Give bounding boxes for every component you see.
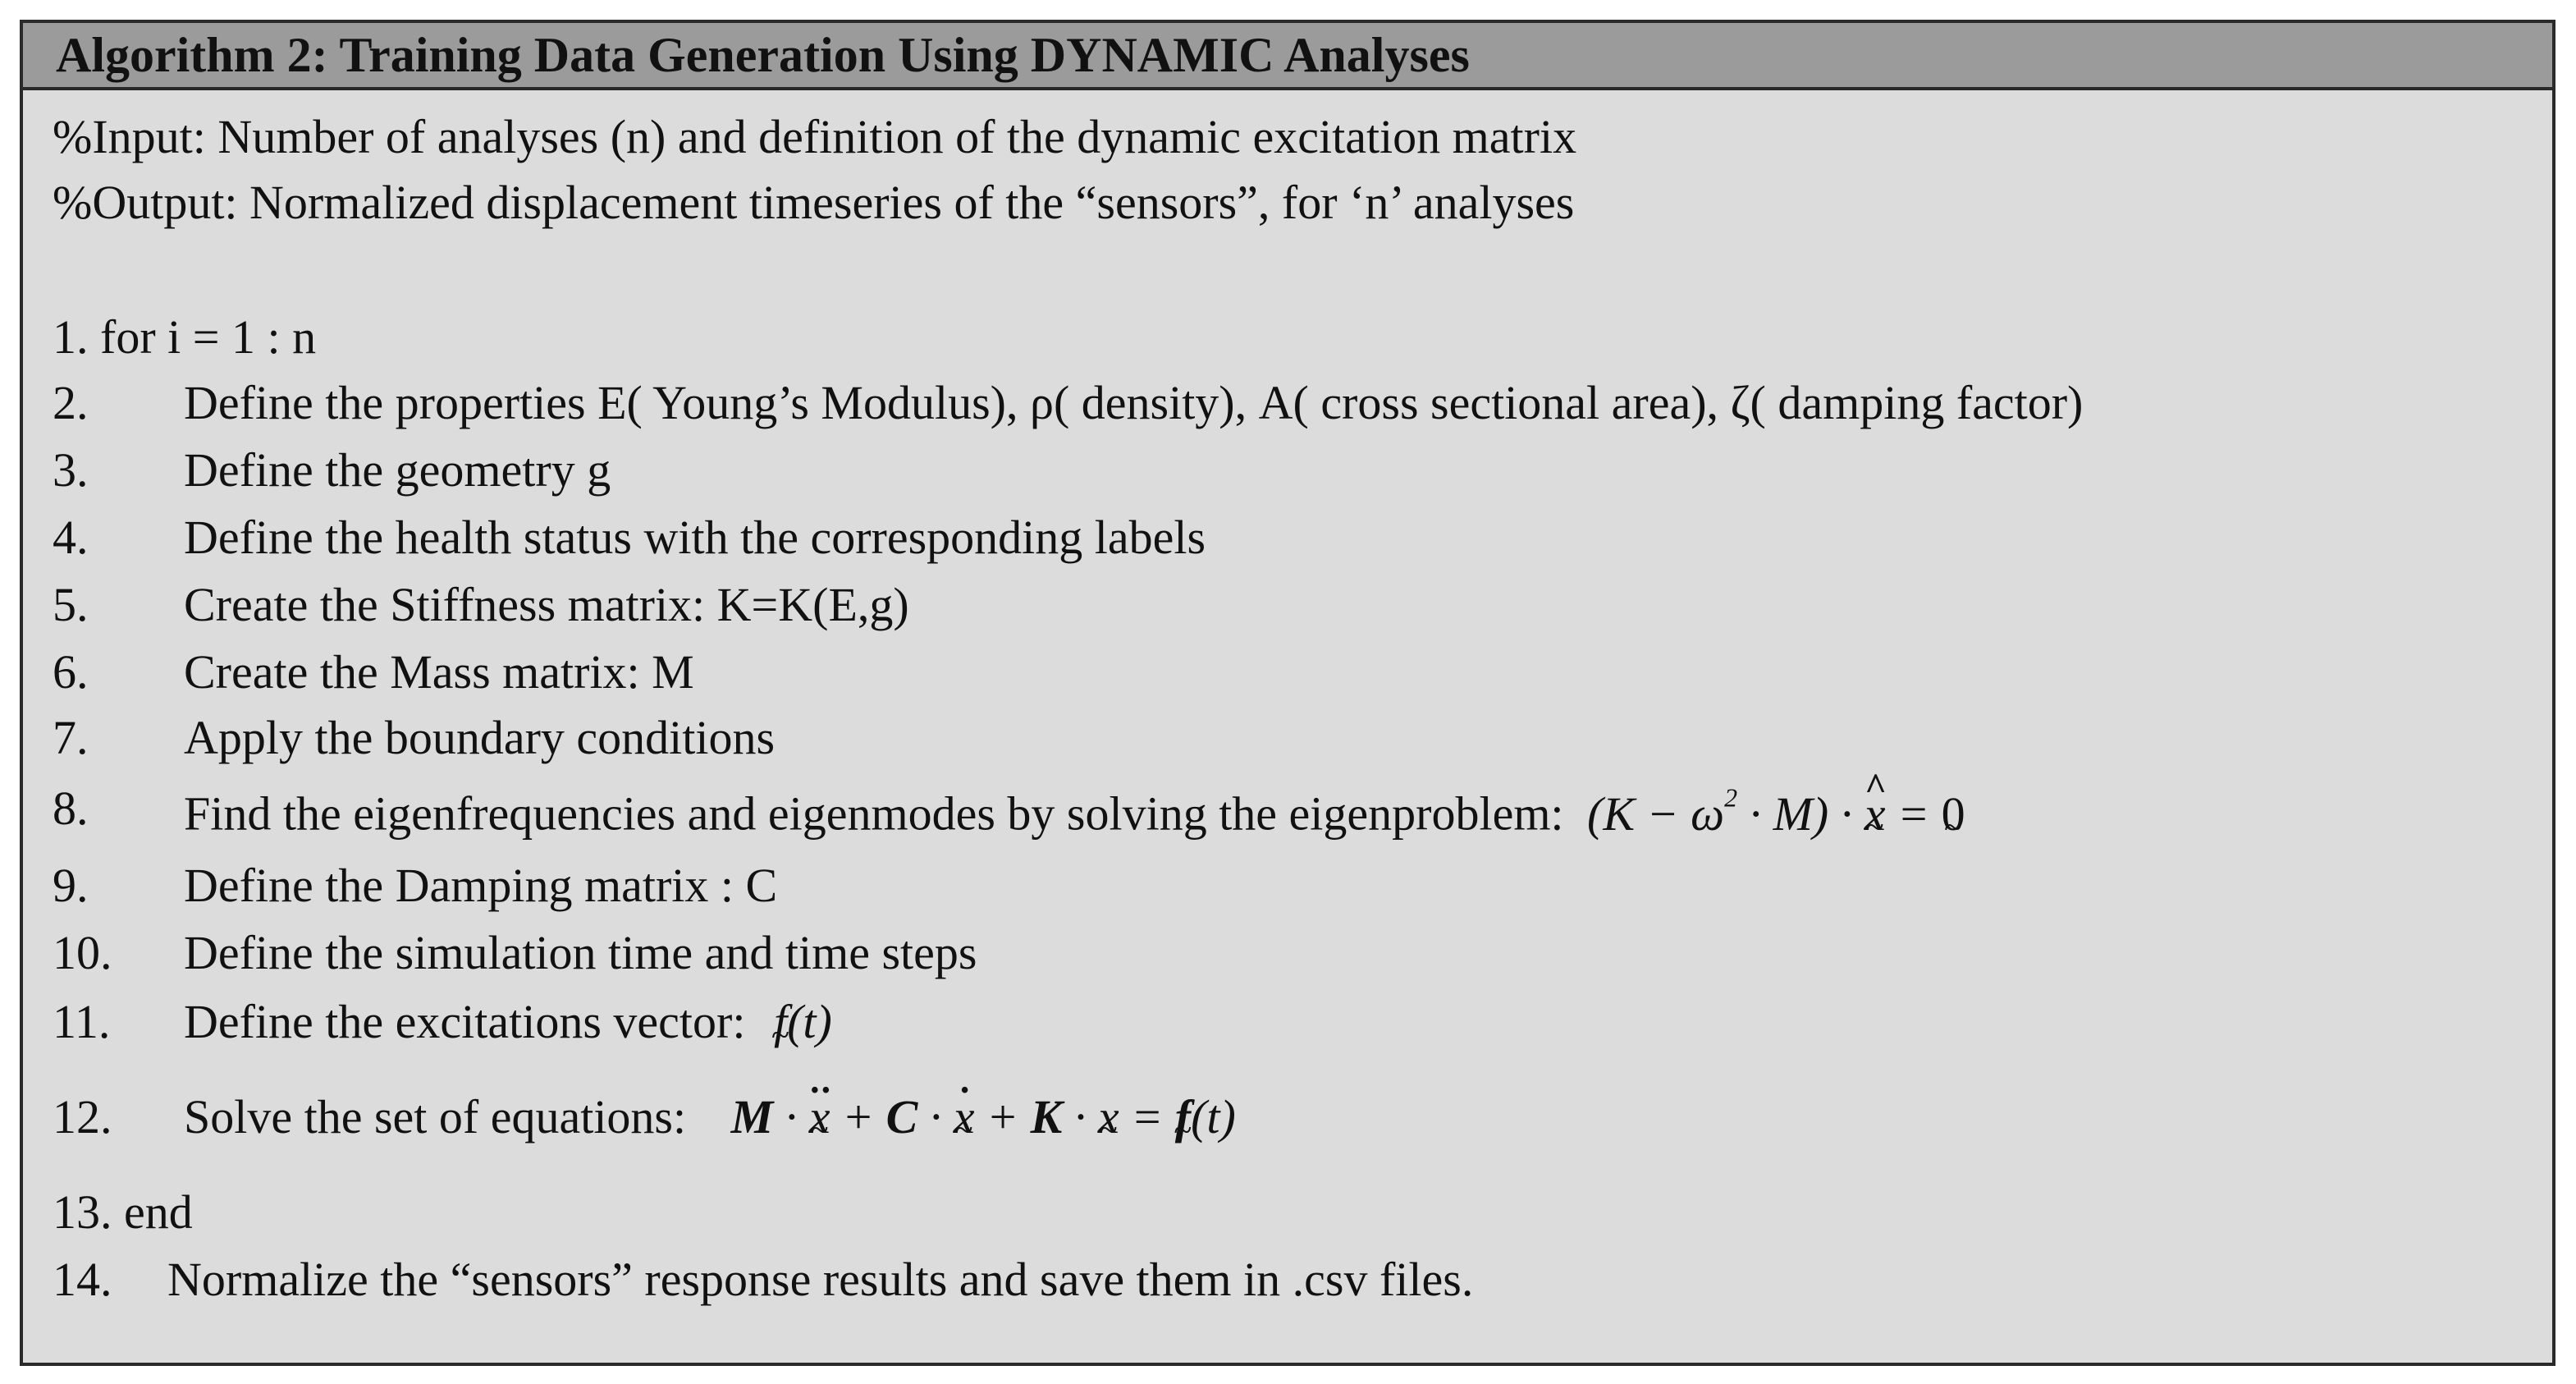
input-line: %Input: Number of analyses (n) and definition of the dynamic excitation matrix [53,110,1577,163]
algorithm-box: Algorithm 2: Training Data Generation Using DYNAMIC Analyses %Input: Number of analyses (n) and definition of the dynamic excitation matrix %Output: Normalized displacement timeseries of the “sensors”, for ‘n’ analyses 1. for i = 1 : n 2. Define the properties E( Young’s Modulus), ρ( density), A( cross sectional area), ζ( damping factor) 3. Define the geometry g 4. Define the health status with the corresponding labels 5. Create the Stiffness matrix: K=K(E,g) 6. Create the Mass matrix: M 7. Apply the boundary conditions 8. Find the eigenfrequencies and eigenmodes by solving the eigenproblem: $(K - \omega^2 \cdot M)$ · ^ x ~ = 0 ~ 9. Define the Damping matrix : C 10. Define the simulation time and time steps 11. Define the excitations vector: f ~(t) 12. Solve the set of equations: M · ·· x ~ + C · · x ~ + K · x ~ = f ~(t) 13. end 14. Normalize the “sensors” response results and save them in .csv files. [20,20,2555,1366]
algorithm-header [23,23,2552,90]
algorithm-title: Algorithm 2: Training Data Generation Using DYNAMIC Analyses [56,27,1470,82]
eigenproblem-equation: $(K - \omega^2 \cdot M)$ · ^ x ~ = 0 ~ [1587,787,1965,841]
equation-of-motion: M · ·· x ~ + C · · x ~ + K · x ~ = f ~(t) [731,1090,1236,1143]
excitation-vector: f ~(t) [774,995,832,1048]
output-line: %Output: Normalized displacement timeseries of the “sensors”, for ‘n’ analyses [53,176,1575,229]
